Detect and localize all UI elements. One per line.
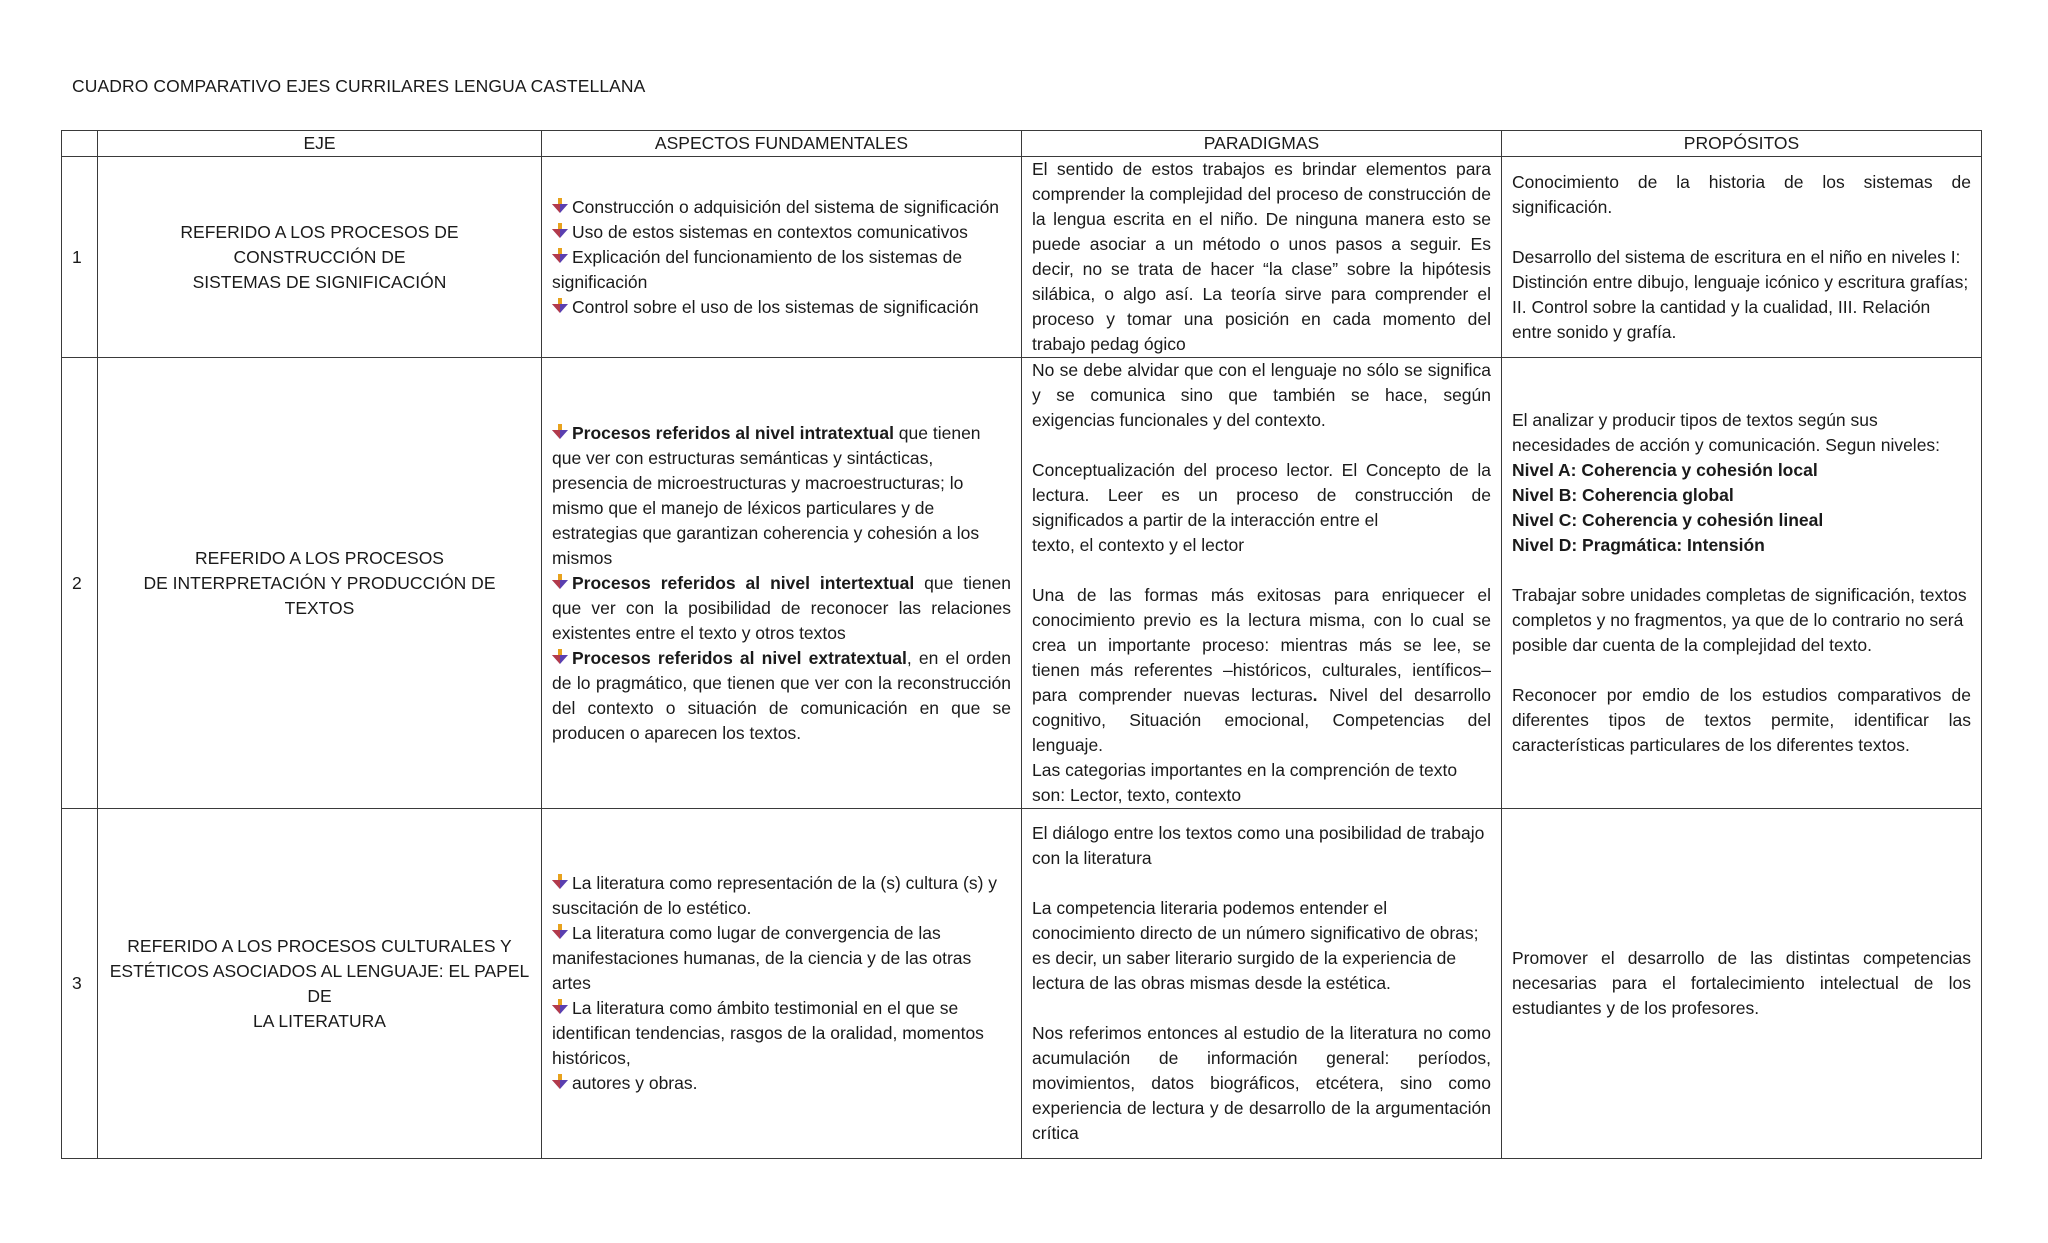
table-row [62, 358, 1982, 809]
proposito-paragraph: El analizar y producir tipos de textos según sus necesidades de acción y comunicación. Segun niveles: [1512, 410, 1941, 455]
paradigma-paragraph: Las categorias importantes en la comprención de texto son: Lector, texto, contexto [1032, 760, 1458, 805]
eje-line: ESTÉTICOS ASOCIADOS AL LENGUAJE: EL PAPEL DE [109, 960, 530, 1006]
arrow-bullet-icon [552, 246, 568, 262]
arrow-bullet-icon [552, 922, 568, 938]
eje-line: REFERIDO A LOS PROCESOS [195, 547, 444, 568]
proposito-level: Nivel D: Pragmática: Intensión [1512, 535, 1765, 555]
paradigma-paragraph: No se debe alvidar que con el lenguaje no sólo se significa y se comunica sino que también se hace, según exigencias funcionales y del contexto. [1032, 360, 1491, 430]
proposito-level: Nivel C: Coherencia y cohesión lineal [1512, 510, 1824, 530]
proposito-paragraph: Trabajar sobre unidades completas de significación, textos completos y no fragmentos, ya que de lo contrario no será posible dar cuenta de la complejidad del texto. [1512, 585, 1967, 655]
aspecto-item: Control sobre el uso de los sistemas de significación [552, 295, 1011, 320]
eje-line: SISTEMAS DE SIGNIFICACIÓN [192, 271, 447, 292]
row-number: 1 [62, 157, 98, 358]
propositos-cell [1502, 157, 1982, 358]
proposito-paragraph: Conocimiento de la historia de los sistemas de significación. [1512, 171, 1971, 217]
arrow-bullet-icon [552, 296, 568, 312]
table-row [62, 809, 1982, 1159]
eje-line: LA LITERATURA [253, 1010, 386, 1031]
paradigma-paragraph: Nos referimos entonces al estudio de la literatura no como acumulación de información general: períodos, movimientos, datos biográficos, etcétera, sino como experiencia de lectura y de desarrollo de la argumentación crítica [1032, 1023, 1491, 1143]
paradigma-paragraph: El sentido de estos trabajos es brindar elementos para comprender la complejidad del proceso de construcción de la lengua escrita en el niño. De ninguna manera esto se puede asociar a un método o unos pasos a seguir. Es decir, no se trata de hacer “la clase” sobre la hipótesis silábica, o algo así. La teoría sirve para comprender el proceso y tomar una posición en cada momento del trabajo pedag ógico [1032, 159, 1491, 354]
row-number: 3 [62, 809, 98, 1159]
document-title: CUADRO COMPARATIVO EJES CURRILARES LENGUA CASTELLANA [72, 76, 646, 96]
aspecto-item: La literatura como lugar de convergencia de las manifestaciones humanas, de la ciencia y de las otras artes [552, 923, 972, 993]
header-num [62, 131, 98, 157]
paradigmas-cell [1022, 809, 1502, 1159]
comparison-table [61, 130, 1982, 1159]
proposito-level: Nivel A: Coherencia y cohesión local [1512, 460, 1818, 480]
propositos-cell [1502, 358, 1982, 809]
paradigmas-cell [1022, 157, 1502, 358]
eje-line: REFERIDO A LOS PROCESOS DE CONSTRUCCIÓN DE [180, 221, 459, 267]
paradigma-paragraph: Conceptualización del proceso lector. El Concepto de la lectura. Leer es un proceso de construcción de significados a partir de la interacción entre el [1032, 460, 1491, 530]
paradigma-paragraph: Una de las formas más exitosas para enriquecer el conocimiento previo es la lectura misma, con lo cual se crea un importante proceso: mientras más se lee, se tienen más referentes –históricos, culturales, ientíficos– para comprender nuevas lecturas. Nivel del desarrollo cognitivo, Situación emocional, Competencias del lenguaje. [1032, 585, 1492, 755]
arrow-bullet-icon [552, 422, 568, 438]
proposito-level: Nivel B: Coherencia global [1512, 485, 1734, 505]
eje-line: REFERIDO A LOS PROCESOS CULTURALES Y [127, 935, 512, 956]
arrow-bullet-icon [552, 647, 568, 663]
header-eje: EJE [98, 131, 542, 157]
eje-cell [98, 358, 542, 809]
aspecto-item: Procesos referidos al nivel intratextual que tienen que ver con estructuras semánticas y sintácticas, presencia de microestructuras y macroestructuras; lo mismo que el manejo de léxicos particulares y de estrategias que garantizan coherencia y cohesión a los mismos [552, 422, 981, 568]
proposito-paragraph: Promover el desarrollo de las distintas competencias necesarias para el fortalecimiento intelectual de los estudiantes y de los profesores. [1512, 948, 1971, 1018]
row-number: 2 [62, 358, 98, 809]
paradigma-paragraph: El diálogo entre los textos como una posibilidad de trabajo con la literatura [1032, 823, 1485, 868]
eje-cell [98, 809, 542, 1159]
paradigmas-cell [1022, 358, 1502, 809]
aspecto-item: Procesos referidos al nivel intertextual que tienen que ver con la posibilidad de reconocer las relaciones existentes entre el texto y otros textos [552, 572, 1011, 643]
paradigma-paragraph: texto, el contexto y el lector [1032, 535, 1245, 555]
arrow-bullet-icon [552, 1072, 568, 1088]
arrow-bullet-icon [552, 872, 568, 888]
aspecto-item: Construcción o adquisición del sistema de significación [552, 195, 1011, 220]
arrow-bullet-icon [552, 997, 568, 1013]
aspecto-item: autores y obras. [552, 1071, 1011, 1096]
aspecto-item: Procesos referidos al nivel extratextual, en el orden de lo pragmático, que tienen que ver con la reconstrucción del contexto o situación de comunicación en que se producen o aparecen los textos. [552, 647, 1011, 743]
header-propositos: PROPÓSITOS [1502, 131, 1982, 157]
header-row [62, 131, 1982, 157]
table-row [62, 157, 1982, 358]
propositos-cell [1502, 809, 1982, 1159]
arrow-bullet-icon [552, 572, 568, 588]
paradigma-paragraph: La competencia literaria podemos entender el conocimiento directo de un número significativo de obras; es decir, un saber literario surgido de la experiencia de lectura de las obras mismas desde la estética. [1032, 898, 1479, 993]
header-paradigmas: PARADIGMAS [1022, 131, 1502, 157]
aspecto-item: Explicación del funcionamiento de los sistemas de significación [552, 246, 963, 292]
header-aspectos: ASPECTOS FUNDAMENTALES [542, 131, 1022, 157]
proposito-paragraph: Reconocer por emdio de los estudios comparativos de diferentes tipos de textos permite, identificar las características particulares de los diferentes textos. [1512, 685, 1971, 755]
aspectos-cell [542, 809, 1022, 1159]
aspecto-item: La literatura como ámbito testimonial en el que se identifican tendencias, rasgos de la oralidad, momentos históricos, [552, 998, 984, 1068]
proposito-paragraph: Desarrollo del sistema de escritura en el niño en niveles I: Distinción entre dibujo, lenguaje icónico y escritura grafías; II. Control sobre la cantidad y la cualidad, III. Relación entre sonido y grafía. [1512, 246, 1969, 342]
aspecto-item: Uso de estos sistemas en contextos comunicativos [552, 220, 1011, 245]
aspecto-item: La literatura como representación de la (s) cultura (s) y suscitación de lo estético. [552, 873, 998, 918]
aspectos-cell [542, 157, 1022, 358]
arrow-bullet-icon [552, 196, 568, 212]
eje-line: DE INTERPRETACIÓN Y PRODUCCIÓN DE TEXTOS [143, 572, 496, 618]
arrow-bullet-icon [552, 221, 568, 237]
eje-cell [98, 157, 542, 358]
aspectos-cell [542, 358, 1022, 809]
